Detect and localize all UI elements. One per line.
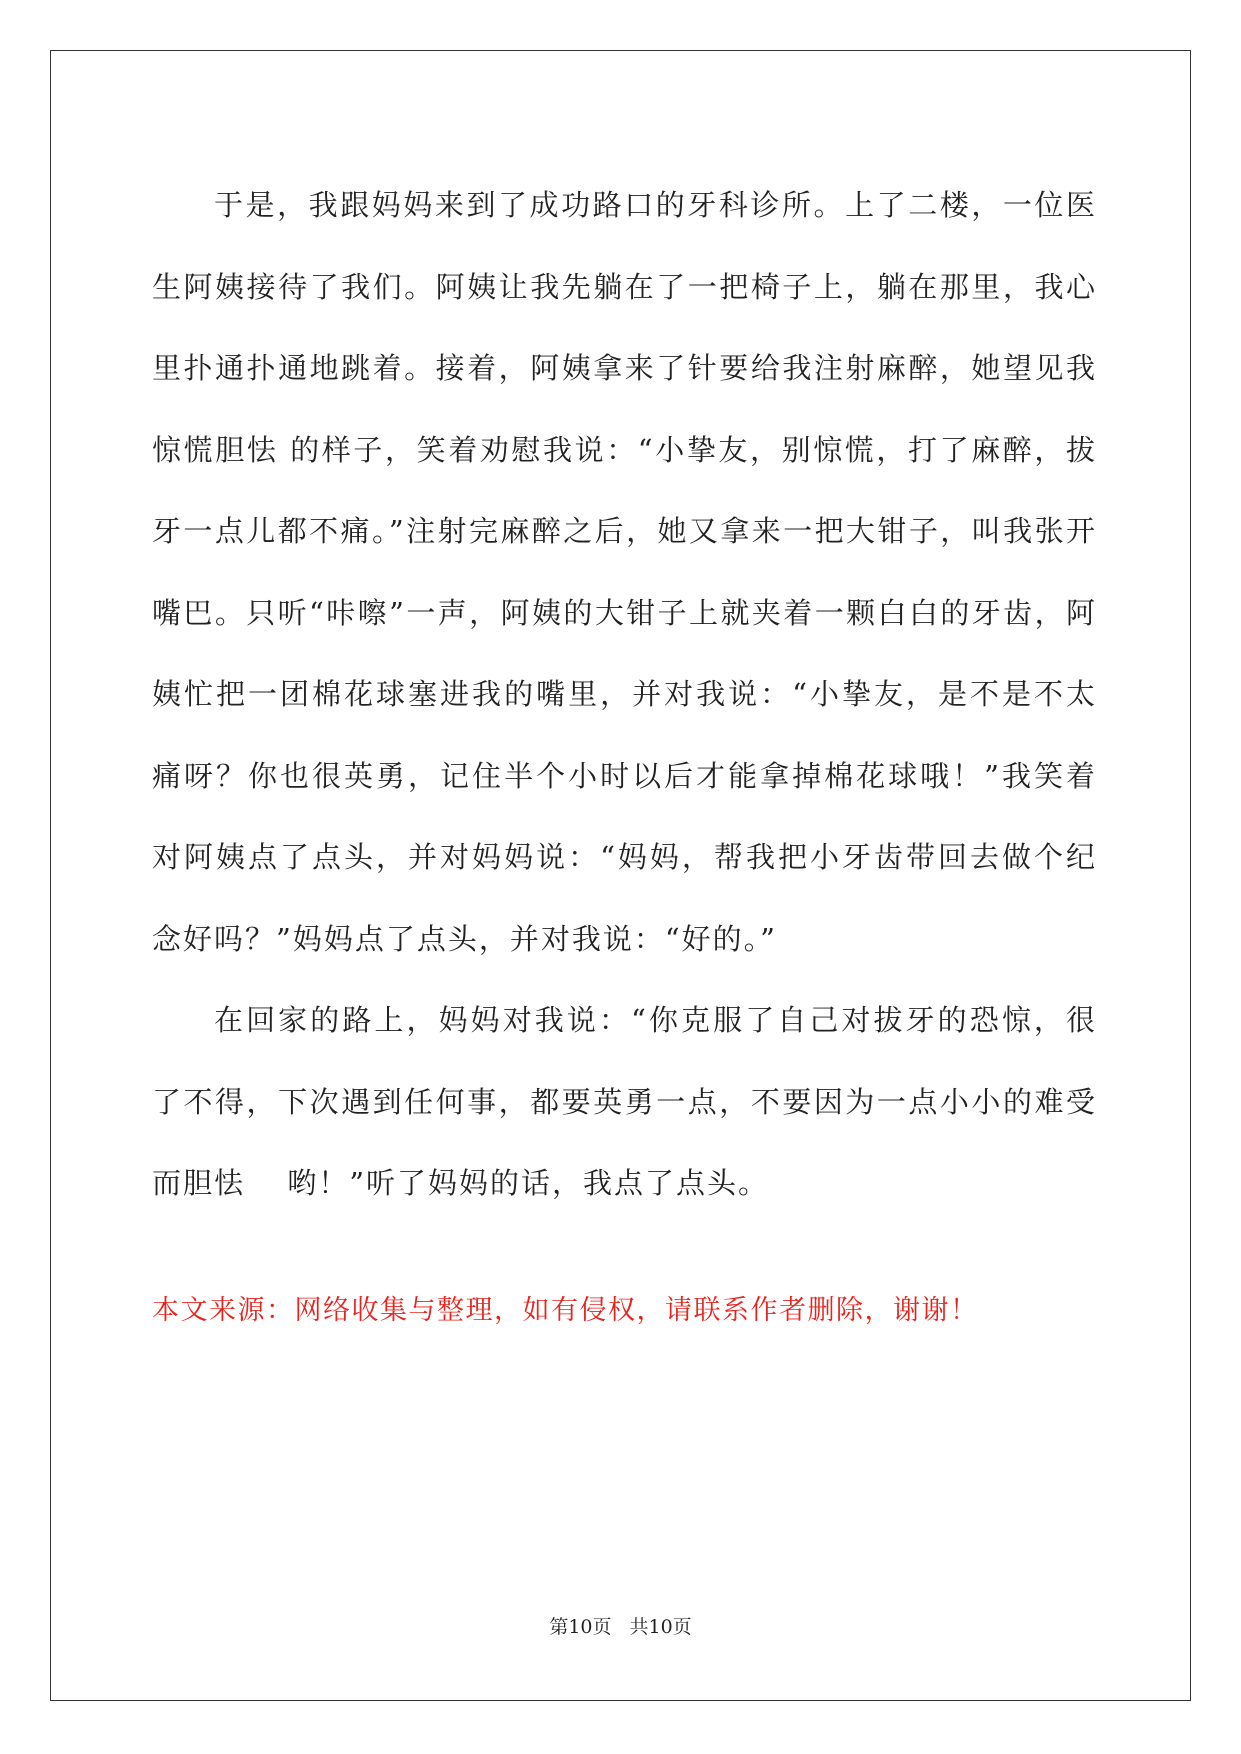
page-footer	[0, 1612, 1241, 1642]
document-body	[152, 165, 1097, 1225]
source-note: 本文来源：网络收集与整理，如有侵权，请联系作者删除，谢谢！	[152, 1295, 979, 1326]
page-number-total: 共10页	[629, 1616, 692, 1638]
page-number-current: 第10页	[549, 1616, 612, 1638]
paragraph-1: 于是，我跟妈妈来到了成功路口的牙科诊所。上了二楼，一位医生阿姨接待了我们。阿姨让我先躺在了一把椅子上，躺在那里，我心里扑通扑通地跳着。接着，阿姨拿来了针要给我注射麻醉，她望见我惊慌胆怯 的样子，笑着劝慰我说：“小挚友，别惊慌，打了麻醉，拔牙一点儿都不痛。”注射完麻醉之后，她又拿来一把大钳子，叫我张开嘴巴。只听“咔嚓”一声，阿姨的大钳子上就夹着一颗白白的牙齿，阿姨忙把一团棉花球塞进我的嘴里，并对我说：“小挚友，是不是不太痛呀？你也很英勇，记住半个小时以后才能拿掉棉花球哦！”我笑着对阿姨点了点头，并对妈妈说：“妈妈，帮我把小牙齿带回去做个纪念好吗？”妈妈点了点头，并对我说：“好的。”	[152, 188, 1097, 956]
paragraph-2: 在回家的路上，妈妈对我说：“你克服了自己对拔牙的恐惊，很了不得，下次遇到任何事，都要英勇一点，不要因为一点小小的难受而胆怯 哟！”听了妈妈的话，我点了点头。	[152, 1003, 1097, 1200]
